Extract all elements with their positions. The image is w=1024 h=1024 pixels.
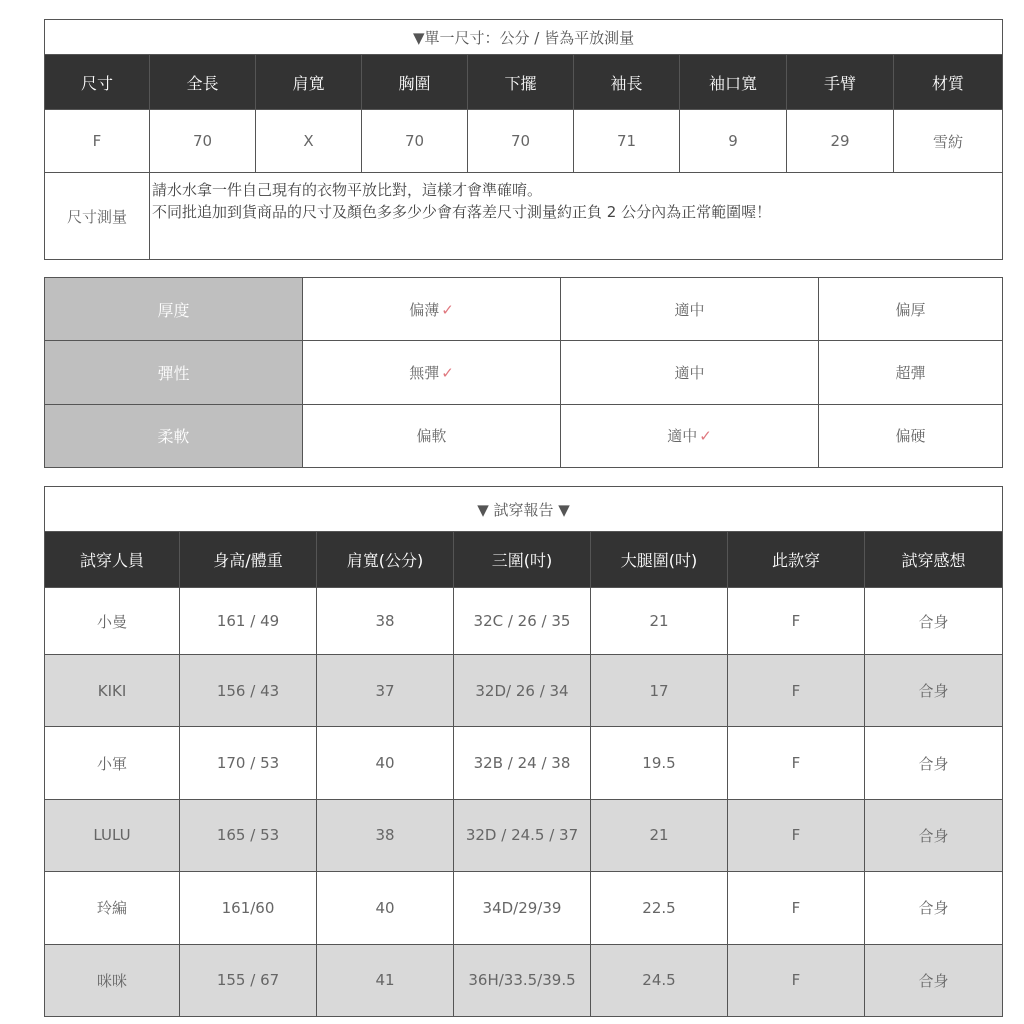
fabric-option-label: 偏厚 [895,300,926,319]
fabric-row [45,404,1003,467]
fabric-option [561,404,819,467]
report-header-cell: 肩寬(公分) [317,532,454,588]
report-cell: 38 [317,799,454,871]
fabric-label: 柔軟 [45,404,303,467]
report-cell: 40 [317,727,454,799]
fabric-option-label: 適中 [674,300,705,319]
fabric-option-label: 超彈 [895,363,926,382]
report-cell: F [728,588,865,655]
report-table-caption: ▼ 試穿報告 ▼ [45,487,1003,532]
fabric-option [303,278,561,341]
size-value-cell: F [45,110,150,173]
report-cell: 合身 [865,871,1003,944]
fabric-table [44,277,1003,468]
report-cell: 19.5 [591,727,728,799]
fabric-row [45,278,1003,341]
table-row [45,871,1003,944]
fabric-option-label: 偏薄 [409,300,440,319]
report-header-cell: 試穿人員 [45,532,180,588]
size-header-cell: 手臂 [787,55,894,110]
size-header-cell: 袖口寬 [680,55,787,110]
size-header-cell: 肩寬 [256,55,362,110]
check-icon: ✓ [441,300,454,319]
size-table-caption: ▼單一尺寸：公分 / 皆為平放測量 [45,20,1003,55]
size-note-line-1: 請水水拿一件自己現有的衣物平放比對，這樣才會準確唷。 [152,181,543,199]
report-cell: F [728,727,865,799]
size-value-cell: 雪紡 [894,110,1003,173]
table-row [45,799,1003,871]
report-cell: 小軍 [45,727,180,799]
fabric-option [561,278,819,341]
report-cell: 161 / 49 [180,588,317,655]
report-cell: F [728,799,865,871]
report-cell: 玲編 [45,871,180,944]
fabric-option [819,404,1003,467]
report-cell: 32D / 24.5 / 37 [454,799,591,871]
size-note [150,173,1003,260]
report-cell: 合身 [865,588,1003,655]
table-row [45,588,1003,655]
fabric-option-label: 偏軟 [416,427,447,446]
fabric-option [819,278,1003,341]
report-cell: 合身 [865,944,1003,1016]
size-value-row [45,110,1003,173]
size-value-cell: X [256,110,362,173]
report-cell: 161/60 [180,871,317,944]
size-value-cell: 70 [362,110,468,173]
report-cell: 小曼 [45,588,180,655]
fabric-option-label: 適中 [667,427,698,446]
table-row [45,944,1003,1016]
fabric-row [45,341,1003,404]
size-value-cell: 71 [574,110,680,173]
size-header-cell: 全長 [150,55,256,110]
report-cell: 156 / 43 [180,655,317,727]
table-row [45,727,1003,799]
report-table [44,486,1003,1017]
size-value-cell: 9 [680,110,787,173]
report-cell: 32D/ 26 / 34 [454,655,591,727]
size-header-row [45,55,1003,110]
report-header-cell: 此款穿 [728,532,865,588]
fabric-option [561,341,819,404]
report-cell: 37 [317,655,454,727]
fabric-option [303,404,561,467]
check-icon: ✓ [699,427,712,446]
size-value-cell: 70 [150,110,256,173]
report-header-cell: 試穿感想 [865,532,1003,588]
report-cell: 38 [317,588,454,655]
report-cell: 40 [317,871,454,944]
report-cell: 合身 [865,799,1003,871]
size-header-cell: 材質 [894,55,1003,110]
size-value-cell: 29 [787,110,894,173]
size-header-cell: 下擺 [468,55,574,110]
report-header-cell: 三圍(吋) [454,532,591,588]
report-cell: F [728,655,865,727]
report-cell: 22.5 [591,871,728,944]
size-header-cell: 尺寸 [45,55,150,110]
report-cell: 155 / 67 [180,944,317,1016]
fabric-option-label: 偏硬 [895,427,926,446]
report-cell: KIKI [45,655,180,727]
report-cell: 合身 [865,655,1003,727]
report-cell: 21 [591,799,728,871]
size-note-label: 尺寸測量 [45,173,150,260]
fabric-option-label: 適中 [674,363,705,382]
report-cell: 合身 [865,727,1003,799]
size-value-cell: 70 [468,110,574,173]
report-cell: 24.5 [591,944,728,1016]
report-cell: 32C / 26 / 35 [454,588,591,655]
report-header-cell: 身高/體重 [180,532,317,588]
size-table [44,19,1003,260]
size-header-cell: 胸圍 [362,55,468,110]
size-note-line-2: 不同批追加到貨商品的尺寸及顏色多多少少會有落差尺寸測量約正負 2 公分內為正常範圍喔！ [152,203,772,221]
check-icon: ✓ [441,363,454,382]
report-header-row [45,532,1003,588]
report-cell: 21 [591,588,728,655]
report-cell: LULU [45,799,180,871]
report-header-cell: 大腿圍(吋) [591,532,728,588]
report-cell: 36H/33.5/39.5 [454,944,591,1016]
report-cell: 32B / 24 / 38 [454,727,591,799]
report-cell: 170 / 53 [180,727,317,799]
table-row [45,655,1003,727]
fabric-label: 彈性 [45,341,303,404]
report-cell: F [728,871,865,944]
report-cell: 165 / 53 [180,799,317,871]
size-header-cell: 袖長 [574,55,680,110]
report-cell: 41 [317,944,454,1016]
report-cell: 34D/29/39 [454,871,591,944]
fabric-option [819,341,1003,404]
report-cell: 17 [591,655,728,727]
report-cell: 咪咪 [45,944,180,1016]
fabric-option [303,341,561,404]
fabric-label: 厚度 [45,278,303,341]
fabric-option-label: 無彈 [409,363,440,382]
report-cell: F [728,944,865,1016]
